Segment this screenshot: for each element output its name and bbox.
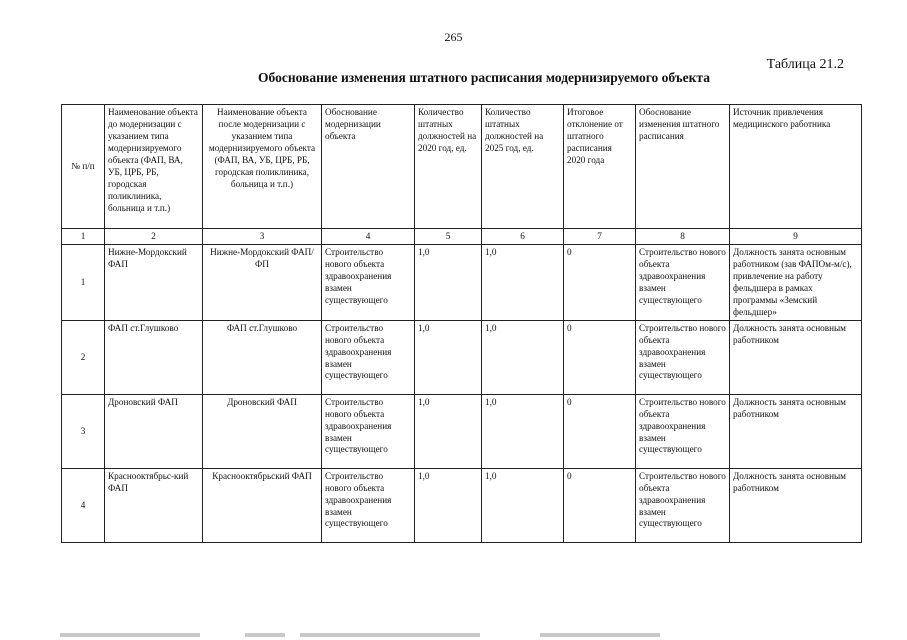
modernization-reason: Строительство нового объекта здравоохранения взамен существующего xyxy=(322,468,415,542)
table-label: Таблица 21.2 xyxy=(766,57,844,72)
modernization-reason: Строительство нового объекта здравоохранения взамен существующего xyxy=(322,320,415,394)
page-number: 265 xyxy=(444,30,463,44)
deviation: 0 xyxy=(564,244,636,320)
table-row xyxy=(62,468,862,542)
worker-source: Должность занята основным работником xyxy=(730,468,862,542)
table-row xyxy=(62,320,862,394)
column-number: 2 xyxy=(105,229,203,245)
staff-2025: 1,0 xyxy=(482,244,564,320)
deviation: 0 xyxy=(564,320,636,394)
header-worker-source: Источник привлечения медицинского работника xyxy=(730,105,862,229)
header-deviation: Итоговое отклонение от штатного расписания 2020 года xyxy=(564,105,636,229)
staff-2020: 1,0 xyxy=(415,394,482,468)
object-before: ФАП ст.Глушково xyxy=(105,320,203,394)
header-object-before: Наименование объекта до модернизации с указанием типа модернизируемого объекта (ФАП, ВА, УБ, ЦРБ, РБ, городская поликлиника, больница и т.п.) xyxy=(105,105,203,229)
object-after: ФАП ст.Глушково xyxy=(203,320,322,394)
column-number: 9 xyxy=(730,229,862,245)
column-number: 6 xyxy=(482,229,564,245)
change-reason: Строительство нового объекта здравоохранения взамен существующего xyxy=(636,244,730,320)
worker-source: Должность занята основным работником xyxy=(730,320,862,394)
change-reason: Строительство нового объекта здравоохранения взамен существующего xyxy=(636,320,730,394)
column-number: 8 xyxy=(636,229,730,245)
object-before: Краснооктябрьс-кий ФАП xyxy=(105,468,203,542)
row-number: 2 xyxy=(62,320,105,394)
header-modernization-reason: Обоснование модернизации объекта xyxy=(322,105,415,229)
table-row xyxy=(62,394,862,468)
deviation: 0 xyxy=(564,468,636,542)
header-staff-2025: Количество штатных должностей на 2025 год, ед. xyxy=(482,105,564,229)
object-after: Дроновский ФАП xyxy=(203,394,322,468)
scan-artifact xyxy=(0,631,907,640)
change-reason: Строительство нового объекта здравоохранения взамен существующего xyxy=(636,468,730,542)
scan-smudge xyxy=(245,633,285,637)
object-after: Краснооктябрьский ФАП xyxy=(203,468,322,542)
header-row xyxy=(62,105,862,229)
row-number: 1 xyxy=(62,244,105,320)
header-staff-2020: Количество штатных должностей на 2020 год, ед. xyxy=(415,105,482,229)
scan-smudge xyxy=(540,633,660,637)
deviation: 0 xyxy=(564,394,636,468)
column-number: 4 xyxy=(322,229,415,245)
object-before: Нижне-Мордокский ФАП xyxy=(105,244,203,320)
scan-smudge xyxy=(300,633,480,637)
scan-smudge xyxy=(60,633,200,637)
staff-2020: 1,0 xyxy=(415,468,482,542)
object-after: Нижне-Мордокский ФАП/ФП xyxy=(203,244,322,320)
table-row xyxy=(62,244,862,320)
column-number-row xyxy=(62,229,862,245)
modernization-reason: Строительство нового объекта здравоохранения взамен существующего xyxy=(322,394,415,468)
object-before: Дроновский ФАП xyxy=(105,394,203,468)
header-num: № п/п xyxy=(62,105,105,229)
worker-source: Должность занята основным работником xyxy=(730,394,862,468)
row-number: 4 xyxy=(62,468,105,542)
staff-2025: 1,0 xyxy=(482,394,564,468)
column-number: 3 xyxy=(203,229,322,245)
header-object-after: Наименование объекта после модернизации с указанием типа модернизируемого объекта (ФАП, ВА, УБ, ЦРБ, РБ, городская поликлиника, больница и т.п.) xyxy=(203,105,322,229)
staff-2025: 1,0 xyxy=(482,468,564,542)
change-reason: Строительство нового объекта здравоохранения взамен существующего xyxy=(636,394,730,468)
column-number: 5 xyxy=(415,229,482,245)
column-number: 1 xyxy=(62,229,105,245)
staff-2020: 1,0 xyxy=(415,244,482,320)
row-number: 3 xyxy=(62,394,105,468)
staff-2020: 1,0 xyxy=(415,320,482,394)
staff-2025: 1,0 xyxy=(482,320,564,394)
modernization-reason: Строительство нового объекта здравоохранения взамен существующего xyxy=(322,244,415,320)
staffing-table xyxy=(61,104,862,543)
column-number: 7 xyxy=(564,229,636,245)
header-change-reason: Обоснование изменения штатного расписания xyxy=(636,105,730,229)
document-title: Обоснование изменения штатного расписания модернизируемого объекта xyxy=(258,70,710,85)
worker-source: Должность занята основным работником (зав ФАПОм-м/с), привлечение на работу фельдшера в рамках программы «Земский фельдшер» xyxy=(730,244,862,320)
